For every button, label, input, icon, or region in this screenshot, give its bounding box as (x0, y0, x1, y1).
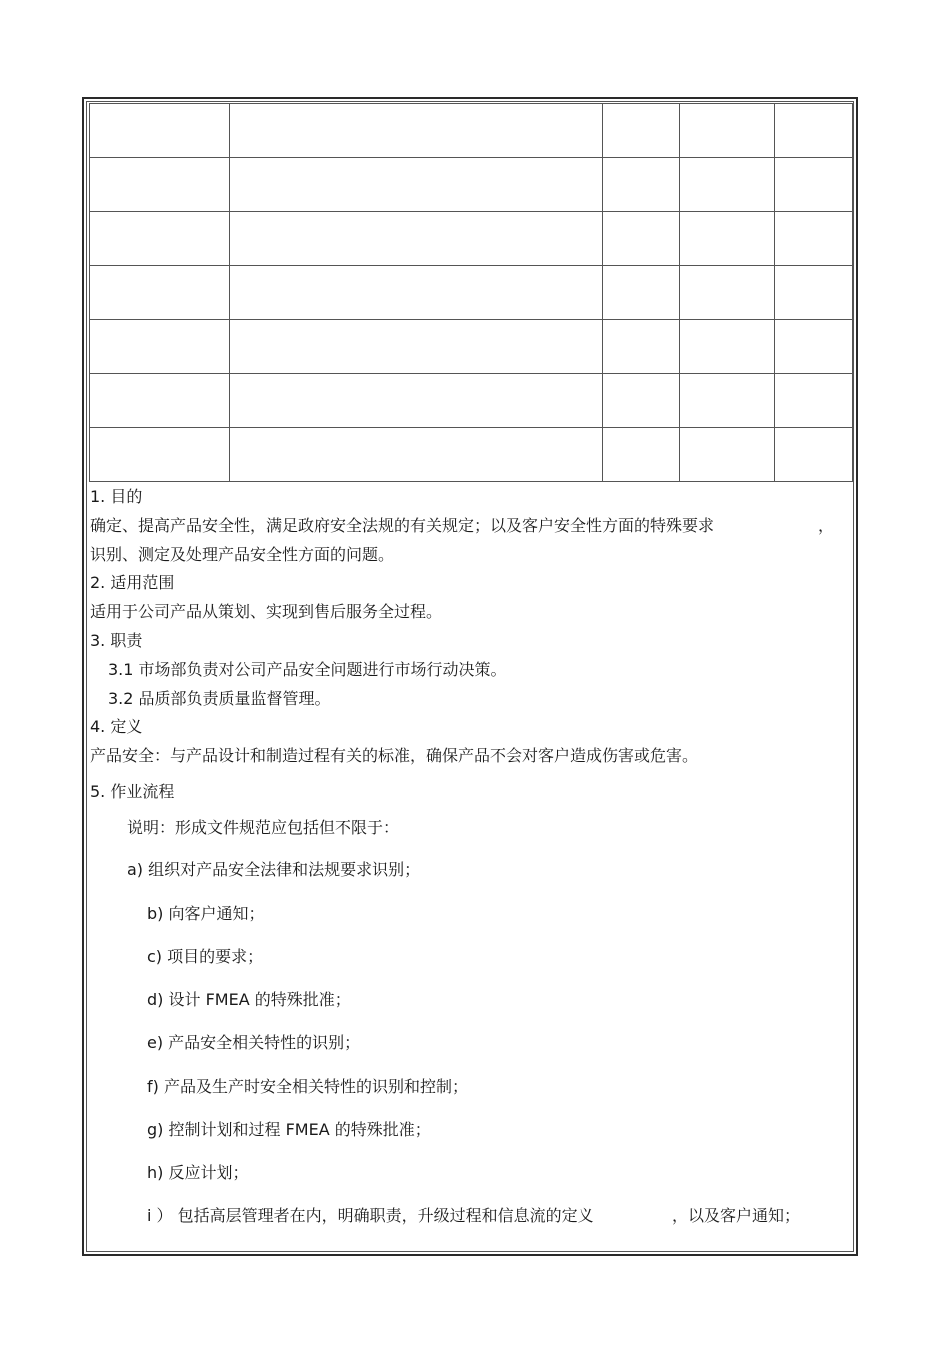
list-item: c) 项目的要求； (147, 947, 264, 966)
list-item: a) 组织对产品安全法律和法规要求识别； (127, 860, 421, 879)
list-item: e) 产品安全相关特性的识别； (147, 1033, 361, 1052)
list-item: i ） 包括高层管理者在内，明确职责，升级过程和信息流的定义 (147, 1206, 594, 1225)
section-5-note: 说明：形成文件规范应包括但不限于： (127, 818, 400, 837)
section-5-heading: 5. 作业流程 (90, 782, 175, 801)
table-row (90, 428, 853, 482)
section-1-heading: 1. 目的 (90, 487, 143, 506)
section-1-text-line1-tail: ， (818, 516, 835, 535)
section-4-text: 产品安全：与产品设计和制造过程有关的标准，确保产品不会对客户造成伤害或危害。 (90, 746, 699, 765)
section-1-text-line1: 确定、提高产品安全性，满足政府安全法规的有关规定；以及客户安全性方面的特殊要求 (90, 516, 715, 535)
list-item: b) 向客户通知； (147, 904, 265, 923)
list-item: d) 设计 FMEA 的特殊批准； (147, 990, 351, 1009)
list-item: f) 产品及生产时安全相关特性的识别和控制； (147, 1077, 468, 1096)
table-row (90, 374, 853, 428)
section-3-item-2: 3.2 品质部负责质量监督管理。 (108, 689, 331, 708)
header-table (89, 103, 853, 482)
section-1-text-line2: 识别、测定及处理产品安全性方面的问题。 (90, 545, 395, 564)
table-row (90, 320, 853, 374)
section-2-heading: 2. 适用范围 (90, 573, 175, 592)
section-3-heading: 3. 职责 (90, 631, 143, 650)
list-item-tail: ，以及客户通知； (672, 1206, 801, 1225)
list-item: g) 控制计划和过程 FMEA 的特殊批准； (147, 1120, 431, 1139)
table-row (90, 104, 853, 158)
list-item: h) 反应计划； (147, 1163, 249, 1182)
table-row (90, 212, 853, 266)
section-4-heading: 4. 定义 (90, 717, 143, 736)
table-row (90, 158, 853, 212)
section-2-text: 适用于公司产品从策划、实现到售后服务全过程。 (90, 602, 443, 621)
section-3-item-1: 3.1 市场部负责对公司产品安全问题进行市场行动决策。 (108, 660, 507, 679)
table-row (90, 266, 853, 320)
